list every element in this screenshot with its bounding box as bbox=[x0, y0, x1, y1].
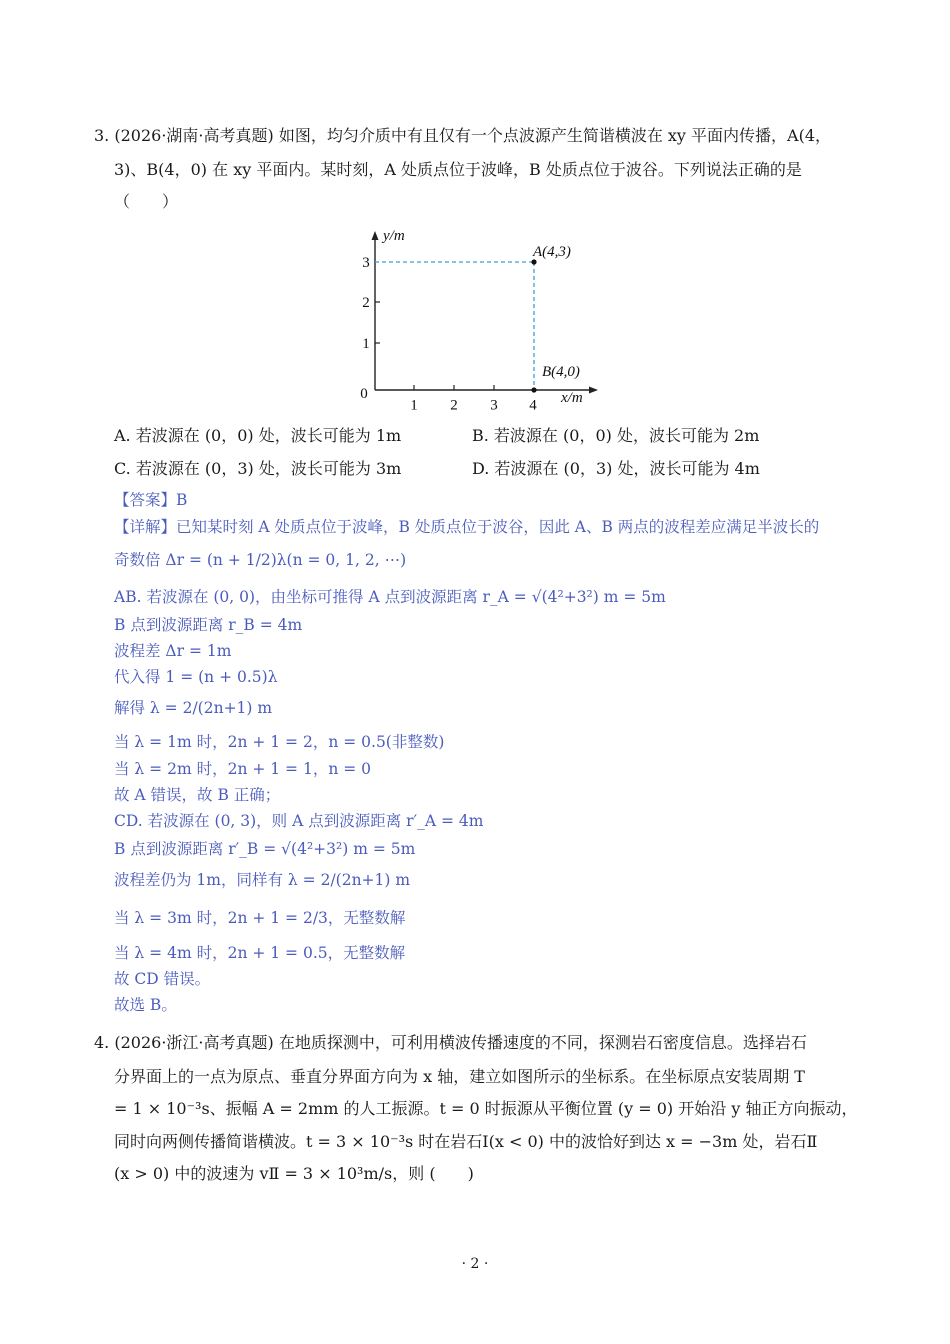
q4-line-1: 4. (2026·浙江·高考真题) 在地质探测中，可利用横波传播速度的不同，探测岩石密度信息。选择岩石 bbox=[94, 1033, 807, 1052]
y-axis-label: y/m bbox=[383, 228, 405, 244]
option-a[interactable]: A. 若波源在 (0，0) 处，波长可能为 1m bbox=[114, 426, 402, 445]
x-tick-label-1: 1 bbox=[410, 397, 418, 412]
x-arrow-icon bbox=[589, 387, 598, 394]
point-b-label: B(4,0) bbox=[542, 364, 580, 380]
solution-line-16: 故 CD 错误。 bbox=[114, 970, 211, 988]
solution-line-15: 当 λ = 4m 时，2n + 1 = 0.5，无整数解 bbox=[114, 944, 406, 962]
solution-line-10: 故 A 错误，故 B 正确； bbox=[114, 786, 281, 804]
q4-line-4: 同时向两侧传播简谐横波。t = 3 × 10⁻³s 时在岩石Ⅰ(x < 0) 中的波恰好到达 x = −3m 处，岩石Ⅱ bbox=[114, 1132, 818, 1151]
q4-line-2: 分界面上的一点为原点、垂直分界面方向为 x 轴，建立如图所示的坐标系。在坐标原点安装周期 T bbox=[114, 1067, 805, 1086]
page-number: · 2 · bbox=[461, 1256, 489, 1272]
solution-line-7: 解得 λ = 2/(2n+1) m bbox=[114, 699, 273, 717]
solution-line-6: 代入得 1 = (n + 0.5)λ bbox=[114, 668, 278, 686]
q3-line-3: （ ） bbox=[114, 192, 179, 211]
option-d[interactable]: D. 若波源在 (0，3) 处，波长可能为 4m bbox=[472, 459, 760, 478]
q4-line-5: (x > 0) 中的波速为 vⅡ = 3 × 10³m/s，则 ( ) bbox=[114, 1164, 474, 1183]
solution-line-3: AB. 若波源在 (0, 0)，由坐标可推得 A 点到波源距离 r_A = √(4²+3²) m = 5m bbox=[114, 588, 666, 606]
x-tick-label-2: 2 bbox=[450, 397, 458, 412]
point-a-marker bbox=[531, 259, 536, 264]
solution-line-2: 奇数倍 Δr = (n + 1/2)λ(n = 0, 1, 2, ⋯) bbox=[114, 551, 407, 569]
y-tick-label-2: 2 bbox=[362, 295, 370, 311]
solution-line-1: 【详解】已知某时刻 A 处质点位于波峰，B 处质点位于波谷，因此 A、B 两点的波程差应满足半波长的 bbox=[114, 518, 820, 536]
solution-line-5: 波程差 Δr = 1m bbox=[114, 642, 232, 660]
solution-line-8: 当 λ = 1m 时，2n + 1 = 2，n = 0.5(非整数) bbox=[114, 733, 445, 751]
solution-line-9: 当 λ = 2m 时，2n + 1 = 1，n = 0 bbox=[114, 760, 372, 778]
solution-line-11: CD. 若波源在 (0, 3)，则 A 点到波源距离 r′_A = 4m bbox=[114, 812, 484, 830]
q3-line-1: 3. (2026·湖南·高考真题) 如图，均匀介质中有且仅有一个点波源产生简谐横波在 xy 平面内传播，A(4， bbox=[94, 126, 832, 145]
point-a-label: A(4,3) bbox=[533, 244, 571, 260]
option-c[interactable]: C. 若波源在 (0，3) 处，波长可能为 3m bbox=[114, 459, 402, 478]
solution-line-17: 故选 B。 bbox=[114, 996, 177, 1014]
coordinate-figure bbox=[350, 222, 600, 412]
x-axis-label: x/m bbox=[561, 390, 583, 406]
y-tick-label-3: 3 bbox=[362, 255, 370, 271]
x-tick-label-3: 3 bbox=[490, 397, 498, 412]
y-arrow-icon bbox=[372, 231, 379, 240]
solution-line-4: B 点到波源距离 r_B = 4m bbox=[114, 616, 303, 634]
option-b[interactable]: B. 若波源在 (0，0) 处，波长可能为 2m bbox=[472, 426, 760, 445]
solution-line-14: 当 λ = 3m 时，2n + 1 = 2/3，无整数解 bbox=[114, 909, 406, 927]
solution-line-13: 波程差仍为 1m，同样有 λ = 2/(2n+1) m bbox=[114, 871, 411, 889]
solution-line-12: B 点到波源距离 r′_B = √(4²+3²) m = 5m bbox=[114, 840, 416, 858]
point-b-marker bbox=[531, 387, 536, 392]
origin-label: 0 bbox=[360, 386, 368, 402]
x-tick-label-4: 4 bbox=[529, 397, 537, 412]
q4-line-3: = 1 × 10⁻³s、振幅 A = 2mm 的人工振源。t = 0 时振源从平衡位置 (y = 0) 开始沿 y 轴正方向振动， bbox=[114, 1099, 858, 1118]
y-tick-label-1: 1 bbox=[362, 336, 370, 352]
q3-line-2: 3)、B(4，0) 在 xy 平面内。某时刻，A 处质点位于波峰，B 处质点位于波谷。下列说法正确的是 bbox=[114, 160, 802, 179]
answer-line: 【答案】B bbox=[114, 491, 188, 509]
